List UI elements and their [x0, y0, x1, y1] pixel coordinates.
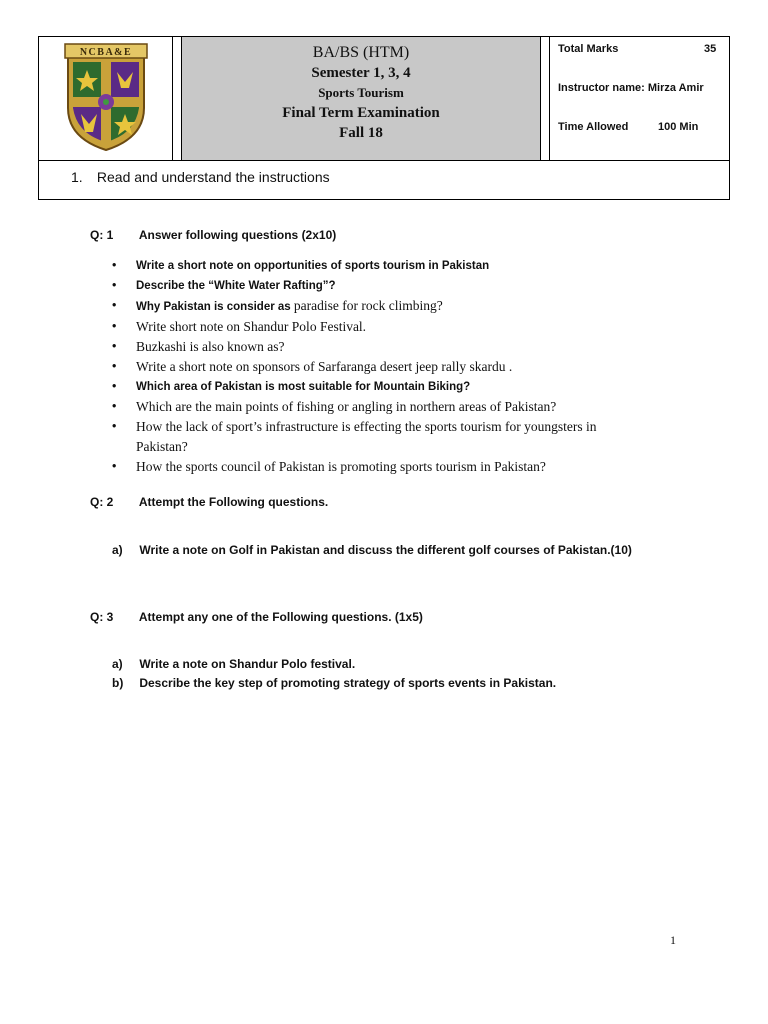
exam-info-block	[549, 37, 729, 161]
total-marks-row	[558, 43, 721, 59]
program-title: BA/BS (HTM)	[312, 44, 410, 61]
term-name: Fall 18	[339, 125, 383, 141]
instructions-line	[71, 169, 330, 185]
instructions-text: Read and understand the instructions	[96, 169, 330, 185]
question-3-label: Q: 3	[90, 610, 114, 624]
list-item: • Describe the “White Water Rafting”?	[110, 276, 650, 296]
list-item: • Write a short note on opportunities of sports tourism in Pakistan	[110, 256, 650, 276]
time-allowed-label: Time Allowed	[558, 121, 629, 133]
list-item: • How the sports council of Pakistan is promoting sports tourism in Pakistan?	[110, 457, 650, 477]
list-item: • Which are the main points of fishing or angling in northern areas of Pakistan?	[110, 397, 650, 417]
list-item: • Which area of Pakistan is most suitable for Mountain Biking?	[110, 377, 650, 397]
list-item: • Write short note on Shandur Polo Festival.	[110, 317, 650, 337]
part-text: Describe the key step of promoting strategy of sports events in Pakistan.	[139, 676, 557, 690]
course-name: Sports Tourism	[318, 85, 404, 100]
instructor-name: Instructor name: Mirza Amir	[558, 82, 704, 94]
part-letter: a)	[112, 543, 123, 557]
semester-line: Semester 1, 3, 4	[311, 65, 411, 81]
page-number: 1	[670, 933, 676, 947]
part-text: Write a note on Shandur Polo festival.	[139, 657, 356, 671]
list-item: • Why Pakistan is consider as paradise for rock climbing?	[110, 296, 650, 317]
question-2-heading	[90, 495, 328, 509]
question-3-part-b	[112, 676, 556, 690]
question-1-list	[110, 256, 650, 477]
total-marks-label: Total Marks	[558, 43, 619, 55]
part-letter: a)	[112, 657, 123, 671]
instructor-row	[558, 82, 721, 98]
list-item: • Write a short note on sponsors of Sarfaranga desert jeep rally skardu .	[110, 357, 650, 377]
question-3-title: Attempt any one of the Following questions. (1x5)	[138, 610, 423, 624]
part-text: Write a note on Golf in Pakistan and discuss the different golf courses of Pakistan.(10)	[139, 543, 632, 557]
question-1-label: Q: 1	[90, 228, 114, 242]
college-crest-logo	[63, 42, 149, 154]
exam-header-table	[38, 36, 730, 200]
list-item: • Buzkashi is also known as?	[110, 337, 650, 357]
question-1-heading	[90, 228, 336, 242]
instructions-number: 1.	[71, 169, 83, 185]
svg-text:NCBA&E: NCBA&E	[79, 47, 133, 58]
header-divider	[39, 160, 729, 161]
question-1-title: Answer following questions (2x10)	[138, 228, 337, 242]
total-marks-value: 35	[704, 43, 717, 55]
question-2-label: Q: 2	[90, 495, 114, 509]
question-3-part-a	[112, 657, 355, 671]
logo-cell	[39, 37, 173, 161]
question-2-title: Attempt the Following questions.	[138, 495, 329, 509]
exam-title-block	[181, 37, 541, 161]
question-2-part-a	[112, 543, 632, 557]
time-allowed-row	[558, 121, 721, 137]
time-allowed-value: 100 Min	[658, 121, 699, 133]
question-3-heading	[90, 610, 423, 624]
part-letter: b)	[112, 676, 124, 690]
exam-name: Final Term Examination	[282, 105, 440, 121]
list-item: • How the lack of sport’s infrastructure is effecting the sports tourism for youngsters in Pakistan?	[110, 417, 650, 457]
